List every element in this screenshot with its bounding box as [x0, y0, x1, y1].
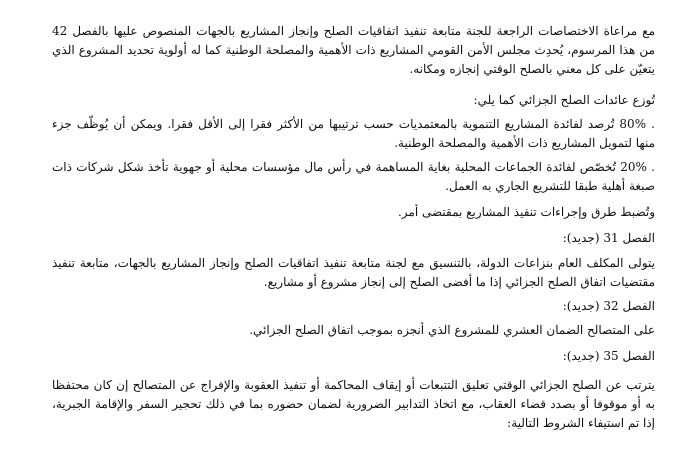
paragraph-distribution-heading: تُوزع عائدات الصلح الجزائي كما يلي:	[473, 93, 655, 107]
paragraph-decree-note: وتُضبط طرق وإجراءات تنفيذ المشاريع بمقتضى أمر.	[397, 205, 655, 219]
article-31-heading: الفصل 31 (جديد):	[562, 231, 655, 245]
article-32-heading: الفصل 32 (جديد):	[562, 299, 655, 313]
article-35-heading: الفصل 35 (جديد):	[562, 349, 655, 363]
paragraph-distribution-20: . 20% تُخصّص لفائدة الجماعات المحلية بغاية المساهمة في رأس مال مؤسسات محلية أو جهوية تأخذ شكل شركات ذات صبغة أهلية طبقا للتشريع الجاري به العمل.	[52, 160, 655, 193]
paragraph-distribution-80: . 80% تُرصد لفائدة المشاريع التنموية بالمعتمديات حسب ترتيبها من الأكثر فقرا إلى الأقل فقرا. ويمكن أن يُوظّف جزء منها لتمويل المشاريع ذات الأهمية والمصلحة الوطنية.	[52, 117, 655, 150]
paragraph-intro: مع مراعاة الاختصاصات الراجعة للجنة متابعة تنفيذ اتفاقيات الصلح وإنجاز المشاريع بالجهات المنصوص عليها بالفصل 42 من هذا المرسوم، يُحدِث مجلس الأمن القومي المشاريع ذات الأهمية والمصلحة الوطنية كما له أولوية تحديد المشروع الذي يتعيّن على كل معني بالصلح الوقتي إنجازه ومكانه.	[52, 24, 655, 76]
article-35-body: يترتب عن الصلح الجزائي الوقتي تعليق التتبعات أو إيقاف المحاكمة أو تنفيذ العقوبة والإفراج عن المتصالح إن كان محتفظا به أو موقوفا أو بصدد قضاء العقاب، مع اتخاذ التدابير الضرورية لضمان حضوره بما في ذلك تحجير السفر والإقامة الجبرية، إذا تم استيفاء الشروط التالية:	[52, 378, 655, 430]
article-31-body: يتولى المكلف العام بنزاعات الدولة، بالتنسيق مع لجنة متابعة تنفيذ اتفاقيات الصلح وإنجاز المشاريع بالجهات، متابعة تنفيذ مقتضيات اتفاق الصلح الجزائي إذا ما أفضى الصلح إلى إنجاز مشروع أو مشاريع.	[52, 256, 655, 289]
article-32-body: على المتصالح الضمان العشري للمشروع الذي أنجزه بموجب اتفاق الصلح الجزائي.	[249, 323, 655, 337]
